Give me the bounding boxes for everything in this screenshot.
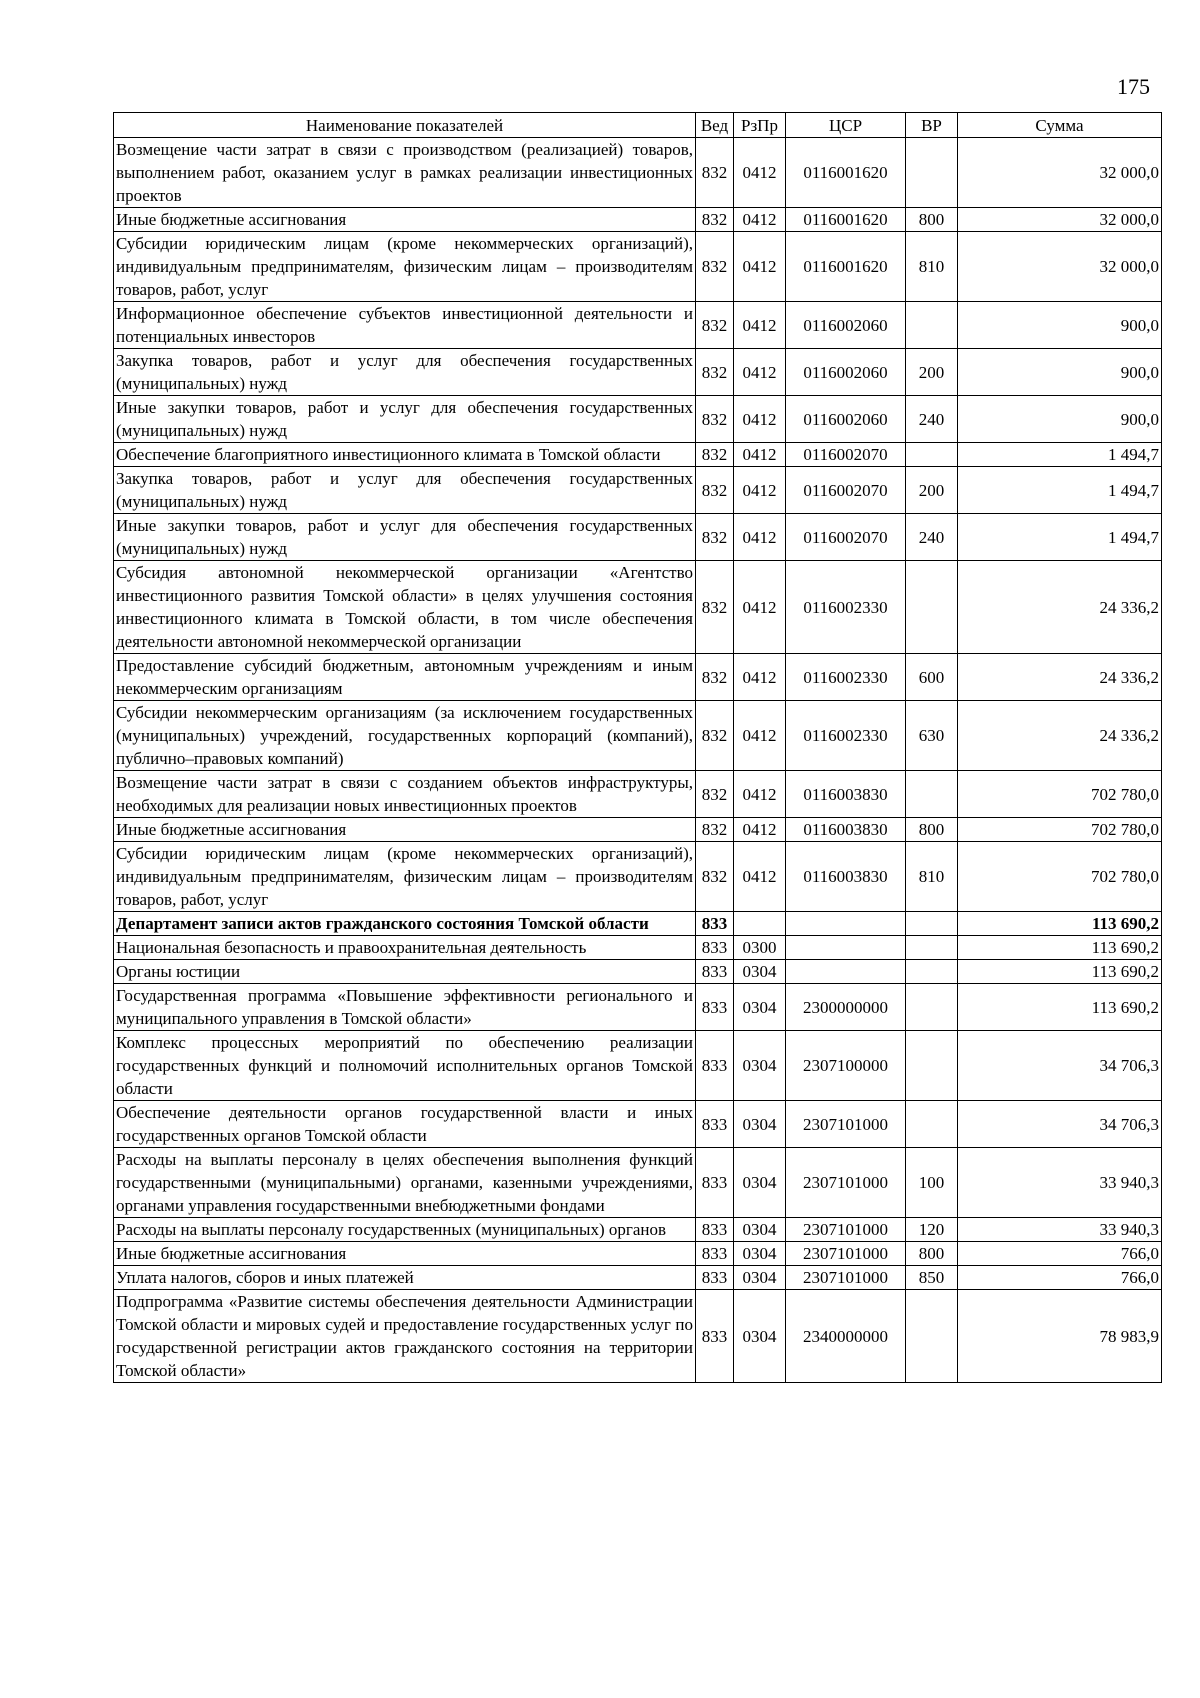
cell-csr — [786, 912, 906, 936]
cell-rzpr: 0412 — [734, 701, 786, 771]
cell-rzpr: 0304 — [734, 1242, 786, 1266]
cell-name: Субсидии юридическим лицам (кроме некоммерческих организаций), индивидуальным предпринимателям, физическим лицам – производителям товаров, работ, услуг — [114, 232, 696, 302]
cell-vr: 800 — [906, 818, 958, 842]
cell-csr: 0116002060 — [786, 302, 906, 349]
cell-csr — [786, 936, 906, 960]
cell-rzpr: 0304 — [734, 984, 786, 1031]
cell-rzpr: 0412 — [734, 396, 786, 443]
table-row — [114, 208, 1162, 232]
cell-rzpr: 0412 — [734, 818, 786, 842]
cell-vr: 800 — [906, 208, 958, 232]
cell-name: Национальная безопасность и правоохранительная деятельность — [114, 936, 696, 960]
cell-name: Иные бюджетные ассигнования — [114, 1242, 696, 1266]
table-row — [114, 1290, 1162, 1383]
cell-ved: 833 — [696, 936, 734, 960]
cell-csr: 0116003830 — [786, 842, 906, 912]
cell-name: Уплата налогов, сборов и иных платежей — [114, 1266, 696, 1290]
cell-name: Комплекс процессных мероприятий по обеспечению реализации государственных функций и полномочий исполнительных органов Томской области — [114, 1031, 696, 1101]
header-rzpr: РзПр — [734, 113, 786, 138]
cell-rzpr: 0412 — [734, 467, 786, 514]
cell-sum: 24 336,2 — [958, 701, 1162, 771]
cell-rzpr: 0304 — [734, 1148, 786, 1218]
cell-sum: 1 494,7 — [958, 443, 1162, 467]
cell-csr: 0116002330 — [786, 701, 906, 771]
cell-vr — [906, 561, 958, 654]
cell-ved: 832 — [696, 467, 734, 514]
cell-rzpr: 0304 — [734, 960, 786, 984]
table-row — [114, 302, 1162, 349]
cell-sum: 900,0 — [958, 349, 1162, 396]
cell-rzpr: 0304 — [734, 1266, 786, 1290]
table-header-row — [114, 113, 1162, 138]
table-row — [114, 960, 1162, 984]
cell-rzpr: 0304 — [734, 1290, 786, 1383]
cell-ved: 832 — [696, 654, 734, 701]
cell-name: Обеспечение благоприятного инвестиционного климата в Томской области — [114, 443, 696, 467]
table-row — [114, 701, 1162, 771]
cell-csr: 0116003830 — [786, 771, 906, 818]
table-row — [114, 818, 1162, 842]
cell-sum: 34 706,3 — [958, 1101, 1162, 1148]
cell-vr — [906, 960, 958, 984]
cell-sum: 113 690,2 — [958, 936, 1162, 960]
cell-sum: 33 940,3 — [958, 1148, 1162, 1218]
cell-ved: 833 — [696, 1218, 734, 1242]
cell-sum: 1 494,7 — [958, 514, 1162, 561]
cell-name: Возмещение части затрат в связи с созданием объектов инфраструктуры, необходимых для реализации новых инвестиционных проектов — [114, 771, 696, 818]
table-row — [114, 1218, 1162, 1242]
cell-ved: 833 — [696, 1031, 734, 1101]
cell-sum: 32 000,0 — [958, 232, 1162, 302]
cell-ved: 833 — [696, 1290, 734, 1383]
cell-name: Субсидия автономной некоммерческой организации «Агентство инвестиционного развития Томской области» в целях улучшения состояния инвестиционного климата в Томской области, в том числе обеспечения деятельности автономной некоммерческой организации — [114, 561, 696, 654]
cell-rzpr — [734, 912, 786, 936]
cell-csr: 0116002060 — [786, 349, 906, 396]
cell-csr: 2307100000 — [786, 1031, 906, 1101]
header-ved: Вед — [696, 113, 734, 138]
cell-vr — [906, 1290, 958, 1383]
cell-csr: 0116002330 — [786, 561, 906, 654]
cell-ved: 833 — [696, 1101, 734, 1148]
cell-ved: 832 — [696, 771, 734, 818]
cell-ved: 832 — [696, 302, 734, 349]
cell-rzpr: 0412 — [734, 842, 786, 912]
cell-ved: 832 — [696, 349, 734, 396]
cell-ved: 833 — [696, 1148, 734, 1218]
cell-csr: 2307101000 — [786, 1266, 906, 1290]
cell-ved: 832 — [696, 396, 734, 443]
cell-vr: 630 — [906, 701, 958, 771]
cell-rzpr: 0304 — [734, 1101, 786, 1148]
cell-sum: 766,0 — [958, 1242, 1162, 1266]
cell-vr: 600 — [906, 654, 958, 701]
cell-csr: 0116001620 — [786, 232, 906, 302]
page-number: 175 — [1117, 74, 1150, 99]
cell-name: Закупка товаров, работ и услуг для обеспечения государственных (муниципальных) нужд — [114, 467, 696, 514]
cell-csr: 2307101000 — [786, 1101, 906, 1148]
cell-csr: 0116001620 — [786, 138, 906, 208]
cell-name: Департамент записи актов гражданского состояния Томской области — [114, 912, 696, 936]
cell-name: Органы юстиции — [114, 960, 696, 984]
cell-sum: 702 780,0 — [958, 842, 1162, 912]
cell-name: Иные бюджетные ассигнования — [114, 818, 696, 842]
cell-vr: 100 — [906, 1148, 958, 1218]
table-row — [114, 138, 1162, 208]
table-row — [114, 912, 1162, 936]
cell-name: Подпрограмма «Развитие системы обеспечения деятельности Администрации Томской области и мировых судей и предоставление государственных услуг по государственной регистрации актов гражданского состояния на территории Томской области» — [114, 1290, 696, 1383]
table-row — [114, 396, 1162, 443]
table-body — [114, 138, 1162, 1383]
cell-ved: 832 — [696, 443, 734, 467]
cell-rzpr: 0412 — [734, 443, 786, 467]
table-row — [114, 1101, 1162, 1148]
cell-sum: 702 780,0 — [958, 818, 1162, 842]
cell-rzpr: 0412 — [734, 138, 786, 208]
table-row — [114, 1148, 1162, 1218]
cell-name: Субсидии некоммерческим организациям (за исключением государственных (муниципальных) учреждений, государственных корпораций (компаний), публично–правовых компаний) — [114, 701, 696, 771]
cell-vr — [906, 771, 958, 818]
table-row — [114, 984, 1162, 1031]
table-row — [114, 514, 1162, 561]
cell-vr — [906, 912, 958, 936]
cell-csr: 2307101000 — [786, 1242, 906, 1266]
cell-name: Возмещение части затрат в связи с производством (реализацией) товаров, выполнением работ, оказанием услуг в рамках реализации инвестиционных проектов — [114, 138, 696, 208]
table-row — [114, 349, 1162, 396]
cell-sum: 24 336,2 — [958, 654, 1162, 701]
cell-rzpr: 0412 — [734, 232, 786, 302]
cell-sum: 34 706,3 — [958, 1031, 1162, 1101]
cell-vr: 200 — [906, 349, 958, 396]
header-vr: ВР — [906, 113, 958, 138]
cell-ved: 832 — [696, 514, 734, 561]
cell-rzpr: 0412 — [734, 302, 786, 349]
cell-sum: 766,0 — [958, 1266, 1162, 1290]
table-row — [114, 467, 1162, 514]
cell-ved: 832 — [696, 842, 734, 912]
cell-sum: 1 494,7 — [958, 467, 1162, 514]
cell-vr — [906, 984, 958, 1031]
cell-csr: 2307101000 — [786, 1218, 906, 1242]
cell-rzpr: 0304 — [734, 1031, 786, 1101]
table-row — [114, 443, 1162, 467]
table-row — [114, 1266, 1162, 1290]
table-row — [114, 1242, 1162, 1266]
header-csr: ЦСР — [786, 113, 906, 138]
cell-rzpr: 0412 — [734, 208, 786, 232]
cell-rzpr: 0412 — [734, 349, 786, 396]
cell-ved: 832 — [696, 561, 734, 654]
cell-name: Расходы на выплаты персоналу государственных (муниципальных) органов — [114, 1218, 696, 1242]
cell-csr: 2307101000 — [786, 1148, 906, 1218]
cell-csr: 2300000000 — [786, 984, 906, 1031]
cell-vr: 810 — [906, 842, 958, 912]
cell-name: Информационное обеспечение субъектов инвестиционной деятельности и потенциальных инвесторов — [114, 302, 696, 349]
cell-sum: 900,0 — [958, 396, 1162, 443]
cell-vr: 810 — [906, 232, 958, 302]
cell-name: Субсидии юридическим лицам (кроме некоммерческих организаций), индивидуальным предпринимателям, физическим лицам – производителям товаров, работ, услуг — [114, 842, 696, 912]
cell-ved: 833 — [696, 1242, 734, 1266]
cell-vr — [906, 302, 958, 349]
budget-table — [113, 112, 1162, 1383]
cell-sum: 113 690,2 — [958, 960, 1162, 984]
cell-sum: 113 690,2 — [958, 912, 1162, 936]
cell-ved: 832 — [696, 818, 734, 842]
cell-name: Государственная программа «Повышение эффективности регионального и муниципального управления в Томской области» — [114, 984, 696, 1031]
cell-name: Иные бюджетные ассигнования — [114, 208, 696, 232]
cell-csr: 0116003830 — [786, 818, 906, 842]
cell-sum: 900,0 — [958, 302, 1162, 349]
table-row — [114, 842, 1162, 912]
cell-ved: 832 — [696, 208, 734, 232]
header-sum: Сумма — [958, 113, 1162, 138]
cell-csr: 0116001620 — [786, 208, 906, 232]
cell-name: Иные закупки товаров, работ и услуг для обеспечения государственных (муниципальных) нужд — [114, 396, 696, 443]
cell-sum: 33 940,3 — [958, 1218, 1162, 1242]
cell-rzpr: 0412 — [734, 654, 786, 701]
table-row — [114, 1031, 1162, 1101]
cell-rzpr: 0412 — [734, 561, 786, 654]
cell-vr — [906, 138, 958, 208]
cell-csr: 2340000000 — [786, 1290, 906, 1383]
cell-rzpr: 0304 — [734, 1218, 786, 1242]
cell-vr: 200 — [906, 467, 958, 514]
cell-ved: 833 — [696, 1266, 734, 1290]
cell-ved: 832 — [696, 138, 734, 208]
cell-ved: 833 — [696, 912, 734, 936]
cell-csr: 0116002070 — [786, 514, 906, 561]
cell-vr — [906, 1101, 958, 1148]
cell-vr — [906, 443, 958, 467]
cell-vr: 800 — [906, 1242, 958, 1266]
cell-name: Обеспечение деятельности органов государственной власти и иных государственных органов Томской области — [114, 1101, 696, 1148]
cell-ved: 832 — [696, 232, 734, 302]
cell-ved: 832 — [696, 701, 734, 771]
cell-sum: 113 690,2 — [958, 984, 1162, 1031]
cell-csr: 0116002070 — [786, 443, 906, 467]
cell-name: Закупка товаров, работ и услуг для обеспечения государственных (муниципальных) нужд — [114, 349, 696, 396]
cell-ved: 833 — [696, 984, 734, 1031]
cell-rzpr: 0412 — [734, 514, 786, 561]
cell-csr: 0116002070 — [786, 467, 906, 514]
cell-sum: 702 780,0 — [958, 771, 1162, 818]
table-row — [114, 654, 1162, 701]
cell-vr — [906, 936, 958, 960]
table-row — [114, 232, 1162, 302]
cell-name: Предоставление субсидий бюджетным, автономным учреждениям и иным некоммерческим организациям — [114, 654, 696, 701]
cell-vr: 120 — [906, 1218, 958, 1242]
header-name: Наименование показателей — [114, 113, 696, 138]
cell-vr: 850 — [906, 1266, 958, 1290]
cell-rzpr: 0412 — [734, 771, 786, 818]
table-row — [114, 771, 1162, 818]
cell-csr — [786, 960, 906, 984]
cell-name: Иные закупки товаров, работ и услуг для обеспечения государственных (муниципальных) нужд — [114, 514, 696, 561]
cell-sum: 24 336,2 — [958, 561, 1162, 654]
cell-sum: 32 000,0 — [958, 208, 1162, 232]
cell-vr: 240 — [906, 514, 958, 561]
cell-rzpr: 0300 — [734, 936, 786, 960]
cell-csr: 0116002060 — [786, 396, 906, 443]
cell-vr: 240 — [906, 396, 958, 443]
cell-csr: 0116002330 — [786, 654, 906, 701]
cell-sum: 32 000,0 — [958, 138, 1162, 208]
cell-name: Расходы на выплаты персоналу в целях обеспечения выполнения функций государственными (муниципальными) органами, казенными учреждениями, органами управления государственными внебюджетными фондами — [114, 1148, 696, 1218]
cell-ved: 833 — [696, 960, 734, 984]
table-row — [114, 561, 1162, 654]
cell-sum: 78 983,9 — [958, 1290, 1162, 1383]
cell-vr — [906, 1031, 958, 1101]
table-row — [114, 936, 1162, 960]
